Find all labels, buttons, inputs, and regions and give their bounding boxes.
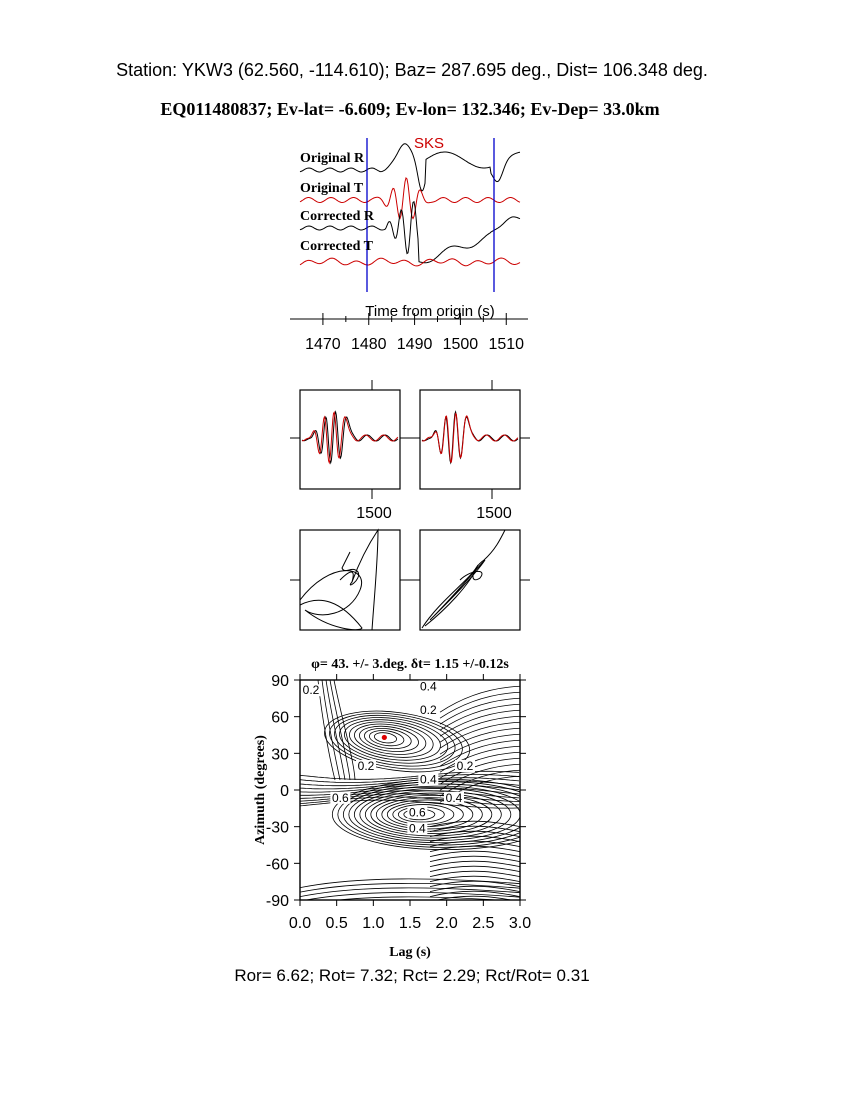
time-tick-label: 1490 xyxy=(396,336,433,353)
contour-line xyxy=(430,906,520,911)
best-fit-marker xyxy=(382,735,387,740)
contour-line xyxy=(330,680,350,780)
contour-label: 0.6 xyxy=(331,790,349,805)
ratios-line: Ror= 6.62; Rot= 7.32; Rct= 2.29; Rct/Rot= 0.31 xyxy=(234,966,590,985)
grid-x-tick-label: 3.0 xyxy=(508,915,532,932)
grid-x-tick-label: 2.5 xyxy=(472,915,495,932)
contour-plot xyxy=(266,673,558,932)
time-tick-label: 1470 xyxy=(305,336,341,353)
grid-xlabel: Lag (s) xyxy=(389,945,431,960)
traces-panel xyxy=(290,135,528,353)
contour-label: 0.2 xyxy=(357,759,375,773)
grid-ylabel: Azimuth (degrees) xyxy=(253,735,268,845)
grid-x-tick-label: 1.5 xyxy=(398,915,422,932)
contour-line xyxy=(430,901,520,906)
waveform-left-tick-label: 1500 xyxy=(356,505,392,522)
grid-y-tick-label: 30 xyxy=(271,746,289,764)
sks-phase-label: SKS xyxy=(414,135,445,152)
grid-x-tick-label: 0.5 xyxy=(325,915,348,932)
grid-x-tick-label: 2.0 xyxy=(435,915,458,932)
waveform-panel-right xyxy=(410,380,530,499)
pm-right-tail xyxy=(460,530,505,580)
contour-label: 0.4 xyxy=(445,790,463,805)
contour-label: 0.2 xyxy=(419,702,437,717)
grid-x-tick-label: 1.0 xyxy=(362,915,385,932)
contour-line xyxy=(326,680,345,780)
pm-left-wiggle xyxy=(340,552,359,585)
waveform-right-red xyxy=(422,414,518,463)
waveform-right-curves xyxy=(422,412,518,463)
station-info-line: Station: YKW3 (62.560, -114.610); Baz= 287.695 deg., Dist= 106.348 deg. xyxy=(116,60,708,80)
grid-y-tick-label: -60 xyxy=(265,856,289,874)
grid-y-tick-label: 0 xyxy=(280,783,289,800)
time-tick-label: 1480 xyxy=(350,336,387,353)
trace-label-corrected-t: Corrected T xyxy=(300,239,373,254)
grid-y-tick-label: 60 xyxy=(271,709,289,727)
contour-label: 0.4 xyxy=(419,679,437,694)
time-axis-label: Time from origin (s) xyxy=(365,303,495,320)
trace-corrected-t xyxy=(300,258,520,266)
contour-label: 0.6 xyxy=(408,805,426,820)
time-tick-label: 1500 xyxy=(442,336,479,353)
waveform-panel-left xyxy=(290,380,410,499)
waveform-left-curves xyxy=(302,412,398,463)
grid-x-tick-label: 0.0 xyxy=(288,915,312,932)
contour-label: 0.4 xyxy=(419,772,437,787)
trace-label-corrected-r: Corrected R xyxy=(300,209,374,224)
contour-label: 0.2 xyxy=(302,683,320,698)
trace-label-original-r: Original R xyxy=(300,151,365,166)
waveform-right-tick-label: 1500 xyxy=(476,505,512,522)
particle-motion-right-curve xyxy=(422,530,505,628)
waveform-left-red xyxy=(302,412,398,462)
grid-y-tick-label: -90 xyxy=(265,893,289,910)
contour-label: 0.2 xyxy=(456,759,474,773)
grid-y-tick-label: -30 xyxy=(265,819,289,837)
contour-ring xyxy=(347,717,435,762)
grid-y-tick-label: 90 xyxy=(271,673,289,690)
pm-right-ellipse xyxy=(422,565,478,628)
contour-ring xyxy=(371,795,492,836)
particle-motion-panel-right xyxy=(410,530,530,630)
pm-right-ellipse-2 xyxy=(430,560,485,620)
pm-left-tail xyxy=(352,530,378,630)
particle-motion-panel-left xyxy=(290,530,410,630)
waveform-right-black xyxy=(422,412,518,463)
contour-label: 0.4 xyxy=(408,821,426,836)
time-tick-label: 1510 xyxy=(488,336,525,353)
contour-ring xyxy=(337,711,451,769)
particle-motion-left-curve xyxy=(300,530,378,630)
trace-label-original-t: Original T xyxy=(300,181,364,196)
event-info-line: EQ011480837; Ev-lat= -6.609; Ev-lon= 132.346; Ev-Dep= 33.0km xyxy=(160,99,660,119)
grid-title: φ= 43. +/- 3.deg. δt= 1.15 +/-0.12s xyxy=(311,657,509,672)
